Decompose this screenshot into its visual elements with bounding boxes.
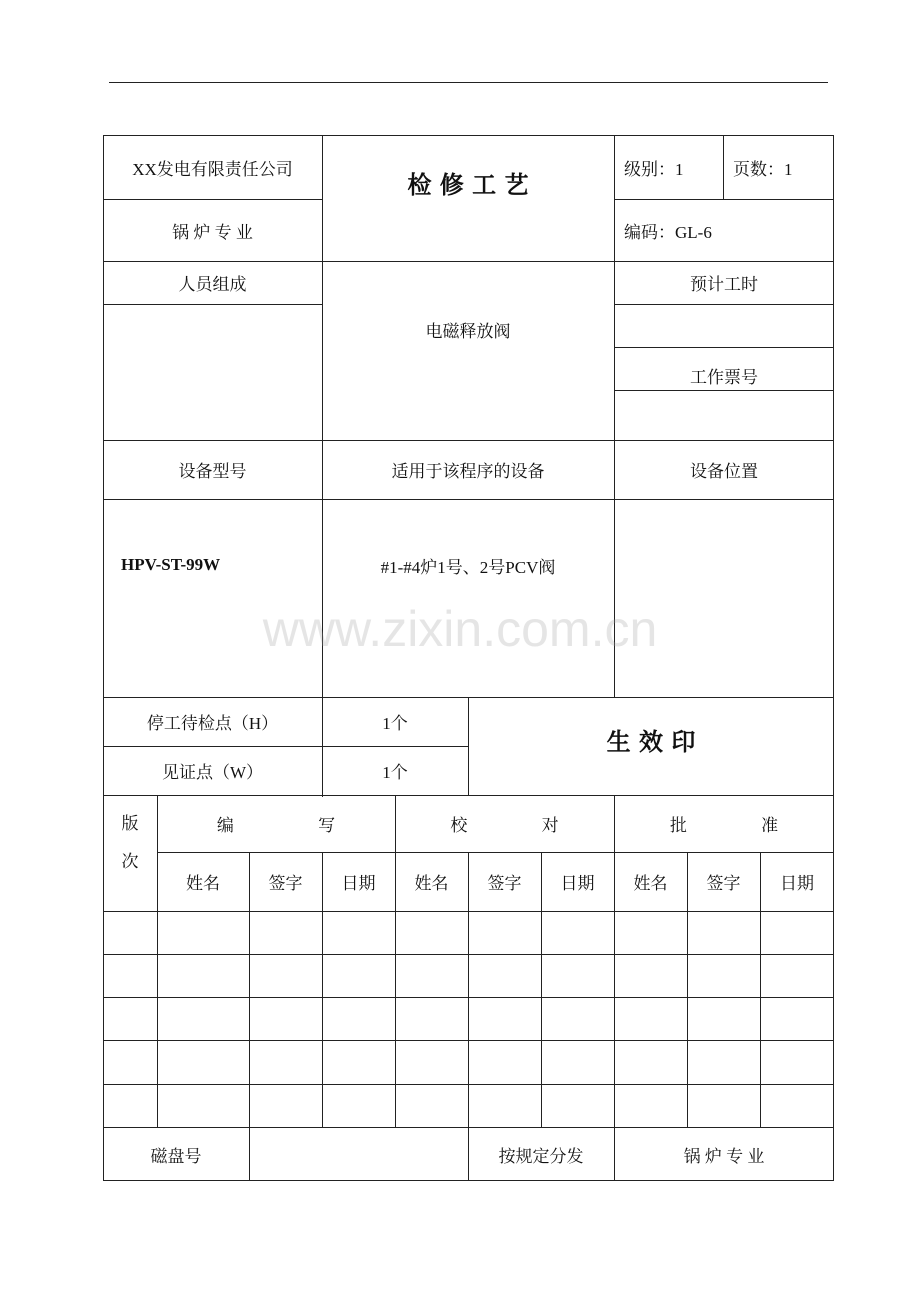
- effective-stamp: 生 效 印: [606, 727, 696, 756]
- witness-point-count: 1个: [382, 763, 408, 782]
- hold-point-count: 1个: [382, 714, 408, 733]
- estimated-hours-label: 预计工时: [690, 275, 758, 294]
- level-field: 级别：1: [624, 159, 684, 179]
- approve-date-label: 日期: [780, 874, 814, 893]
- check-sign-label: 签字: [487, 874, 522, 893]
- check-label: 校 对: [450, 816, 559, 835]
- version-label-1: 版: [121, 814, 139, 833]
- approve-sign-label: 签字: [706, 874, 741, 893]
- divider: [103, 304, 322, 305]
- write-label: 编 写: [216, 816, 336, 835]
- version-label: [103, 805, 157, 881]
- hold-point-label: 停工待检点（H）: [146, 714, 279, 733]
- approve-label: 批 准: [669, 816, 779, 835]
- divider: [614, 304, 834, 305]
- check-name-label: 姓名: [414, 874, 449, 893]
- document-title: 检 修 工 艺: [407, 170, 529, 199]
- code-field: 编码：GL-6: [624, 222, 712, 242]
- watermark: www.zixin.com.cn: [262, 601, 658, 657]
- version-label-2: 次: [121, 852, 139, 871]
- equipment-model: HPV-ST-99W: [121, 555, 221, 574]
- header-rule: [109, 82, 828, 83]
- distribute-value: 锅 炉 专 业: [683, 1146, 765, 1166]
- distribute-label: 按规定分发: [498, 1146, 584, 1166]
- write-name-label: 姓名: [186, 874, 220, 893]
- write-sign-label: 签字: [268, 874, 303, 893]
- equipment-model-label: 设备型号: [178, 462, 247, 481]
- personnel-label: 人员组成: [178, 275, 247, 294]
- applicable-equipment-label: 适用于该程序的设备: [391, 462, 545, 481]
- company-name: XX发电有限责任公司: [132, 159, 293, 179]
- department: 锅 炉 专 业: [172, 222, 253, 242]
- work-ticket-label: 工作票号: [690, 367, 758, 387]
- pages-field: 页数：1: [733, 159, 793, 179]
- witness-point-label: 见证点（W）: [161, 763, 264, 782]
- item-name: 电磁释放阀: [425, 321, 511, 341]
- check-date-label: 日期: [560, 874, 595, 893]
- applicable-equipment: #1-#4炉1号、2号PCV阀: [380, 557, 556, 577]
- disk-label: 磁盘号: [150, 1146, 202, 1166]
- approve-name-label: 姓名: [633, 874, 668, 893]
- write-date-label: 日期: [341, 874, 376, 893]
- equipment-location-label: 设备位置: [690, 462, 758, 481]
